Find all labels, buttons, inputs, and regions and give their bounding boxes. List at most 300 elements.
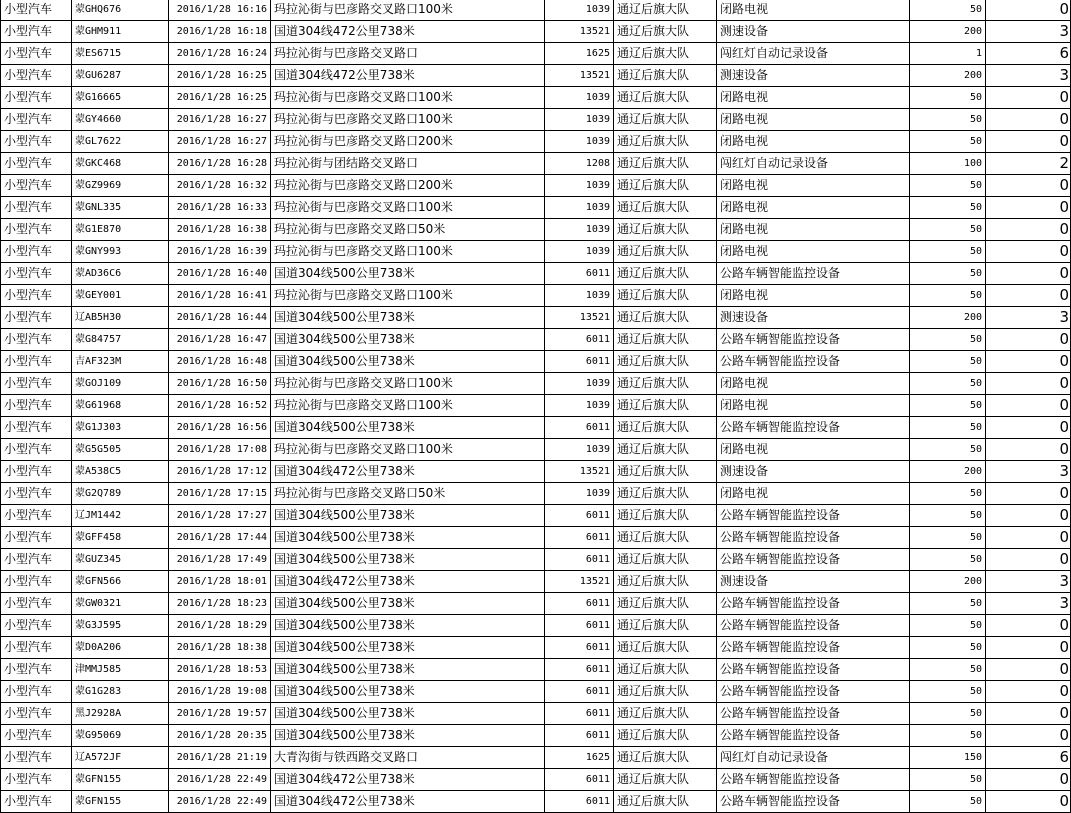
penalty-points-cell[interactable]: 6 — [986, 747, 1071, 769]
vehicle-type-cell[interactable]: 小型汽车 — [1, 417, 72, 439]
violation-code-cell[interactable]: 6011 — [545, 615, 614, 637]
device-cell[interactable]: 闭路电视 — [717, 395, 910, 417]
violation-code-cell[interactable]: 6011 — [545, 703, 614, 725]
location-cell[interactable]: 国道304线500公里738米 — [271, 659, 545, 681]
plate-number-cell[interactable]: 蒙GEY001 — [72, 285, 169, 307]
vehicle-type-cell[interactable]: 小型汽车 — [1, 131, 72, 153]
fine-amount-cell[interactable]: 150 — [910, 747, 986, 769]
table-row[interactable] — [1, 153, 1071, 175]
table-row[interactable] — [1, 483, 1071, 505]
location-cell[interactable]: 国道304线500公里738米 — [271, 417, 545, 439]
penalty-points-cell[interactable]: 0 — [986, 373, 1071, 395]
penalty-points-cell[interactable]: 0 — [986, 527, 1071, 549]
plate-number-cell[interactable]: 蒙G16665 — [72, 87, 169, 109]
vehicle-type-cell[interactable]: 小型汽车 — [1, 527, 72, 549]
plate-number-cell[interactable]: 辽AB5H30 — [72, 307, 169, 329]
violation-code-cell[interactable]: 1039 — [545, 373, 614, 395]
violation-code-cell[interactable]: 1039 — [545, 87, 614, 109]
location-cell[interactable]: 玛拉沁街与巴彦路交叉路口 — [271, 43, 545, 65]
table-row[interactable] — [1, 549, 1071, 571]
table-row[interactable] — [1, 351, 1071, 373]
penalty-points-cell[interactable]: 0 — [986, 769, 1071, 791]
table-row[interactable] — [1, 395, 1071, 417]
location-cell[interactable]: 国道304线472公里738米 — [271, 65, 545, 87]
table-row[interactable] — [1, 791, 1071, 813]
plate-number-cell[interactable]: 蒙G5G505 — [72, 439, 169, 461]
device-cell[interactable]: 测速设备 — [717, 21, 910, 43]
unit-cell[interactable]: 通辽后旗大队 — [614, 0, 717, 21]
violation-time-cell[interactable]: 2016/1/28 19:08 — [169, 681, 271, 703]
unit-cell[interactable]: 通辽后旗大队 — [614, 527, 717, 549]
device-cell[interactable]: 闯红灯自动记录设备 — [717, 153, 910, 175]
table-row[interactable] — [1, 505, 1071, 527]
table-row[interactable] — [1, 329, 1071, 351]
penalty-points-cell[interactable]: 0 — [986, 659, 1071, 681]
vehicle-type-cell[interactable]: 小型汽车 — [1, 791, 72, 813]
penalty-points-cell[interactable]: 0 — [986, 395, 1071, 417]
table-row[interactable] — [1, 285, 1071, 307]
fine-amount-cell[interactable]: 50 — [910, 285, 986, 307]
unit-cell[interactable]: 通辽后旗大队 — [614, 153, 717, 175]
unit-cell[interactable]: 通辽后旗大队 — [614, 681, 717, 703]
fine-amount-cell[interactable]: 50 — [910, 87, 986, 109]
unit-cell[interactable]: 通辽后旗大队 — [614, 659, 717, 681]
penalty-points-cell[interactable]: 0 — [986, 703, 1071, 725]
fine-amount-cell[interactable]: 50 — [910, 769, 986, 791]
violation-time-cell[interactable]: 2016/1/28 16:56 — [169, 417, 271, 439]
device-cell[interactable]: 闭路电视 — [717, 0, 910, 21]
unit-cell[interactable]: 通辽后旗大队 — [614, 197, 717, 219]
violation-time-cell[interactable]: 2016/1/28 17:44 — [169, 527, 271, 549]
unit-cell[interactable]: 通辽后旗大队 — [614, 175, 717, 197]
table-row[interactable] — [1, 307, 1071, 329]
device-cell[interactable]: 公路车辆智能监控设备 — [717, 769, 910, 791]
plate-number-cell[interactable]: 津MMJ585 — [72, 659, 169, 681]
violation-time-cell[interactable]: 2016/1/28 16:25 — [169, 65, 271, 87]
plate-number-cell[interactable]: 蒙G61968 — [72, 395, 169, 417]
violation-code-cell[interactable]: 6011 — [545, 351, 614, 373]
unit-cell[interactable]: 通辽后旗大队 — [614, 483, 717, 505]
location-cell[interactable]: 国道304线472公里738米 — [271, 21, 545, 43]
table-row[interactable] — [1, 21, 1071, 43]
plate-number-cell[interactable]: 蒙GY4660 — [72, 109, 169, 131]
table-row[interactable] — [1, 637, 1071, 659]
penalty-points-cell[interactable]: 0 — [986, 439, 1071, 461]
device-cell[interactable]: 闭路电视 — [717, 109, 910, 131]
vehicle-type-cell[interactable]: 小型汽车 — [1, 197, 72, 219]
table-row[interactable] — [1, 131, 1071, 153]
unit-cell[interactable]: 通辽后旗大队 — [614, 373, 717, 395]
plate-number-cell[interactable]: 蒙A538C5 — [72, 461, 169, 483]
table-row[interactable] — [1, 659, 1071, 681]
device-cell[interactable]: 公路车辆智能监控设备 — [717, 659, 910, 681]
device-cell[interactable]: 闭路电视 — [717, 219, 910, 241]
device-cell[interactable]: 公路车辆智能监控设备 — [717, 263, 910, 285]
fine-amount-cell[interactable]: 50 — [910, 0, 986, 21]
penalty-points-cell[interactable]: 0 — [986, 175, 1071, 197]
location-cell[interactable]: 玛拉沁街与巴彦路交叉路口100米 — [271, 0, 545, 21]
plate-number-cell[interactable]: 蒙GW0321 — [72, 593, 169, 615]
device-cell[interactable]: 公路车辆智能监控设备 — [717, 505, 910, 527]
fine-amount-cell[interactable]: 50 — [910, 439, 986, 461]
violation-code-cell[interactable]: 6011 — [545, 263, 614, 285]
table-row[interactable] — [1, 725, 1071, 747]
vehicle-type-cell[interactable]: 小型汽车 — [1, 703, 72, 725]
location-cell[interactable]: 玛拉沁街与巴彦路交叉路口50米 — [271, 219, 545, 241]
fine-amount-cell[interactable]: 1 — [910, 43, 986, 65]
vehicle-type-cell[interactable]: 小型汽车 — [1, 549, 72, 571]
device-cell[interactable]: 公路车辆智能监控设备 — [717, 637, 910, 659]
plate-number-cell[interactable]: 蒙GHQ676 — [72, 0, 169, 21]
vehicle-type-cell[interactable]: 小型汽车 — [1, 351, 72, 373]
unit-cell[interactable]: 通辽后旗大队 — [614, 307, 717, 329]
location-cell[interactable]: 国道304线500公里738米 — [271, 615, 545, 637]
plate-number-cell[interactable]: 蒙G2Q789 — [72, 483, 169, 505]
plate-number-cell[interactable]: 蒙GFN155 — [72, 791, 169, 813]
penalty-points-cell[interactable]: 3 — [986, 307, 1071, 329]
unit-cell[interactable]: 通辽后旗大队 — [614, 549, 717, 571]
vehicle-type-cell[interactable]: 小型汽车 — [1, 615, 72, 637]
penalty-points-cell[interactable]: 3 — [986, 21, 1071, 43]
table-row[interactable] — [1, 417, 1071, 439]
fine-amount-cell[interactable]: 200 — [910, 461, 986, 483]
violation-code-cell[interactable]: 13521 — [545, 65, 614, 87]
penalty-points-cell[interactable]: 0 — [986, 109, 1071, 131]
vehicle-type-cell[interactable]: 小型汽车 — [1, 109, 72, 131]
penalty-points-cell[interactable]: 0 — [986, 131, 1071, 153]
plate-number-cell[interactable]: 蒙D0A206 — [72, 637, 169, 659]
device-cell[interactable]: 测速设备 — [717, 307, 910, 329]
vehicle-type-cell[interactable]: 小型汽车 — [1, 87, 72, 109]
fine-amount-cell[interactable]: 50 — [910, 637, 986, 659]
device-cell[interactable]: 闭路电视 — [717, 373, 910, 395]
device-cell[interactable]: 公路车辆智能监控设备 — [717, 329, 910, 351]
violation-time-cell[interactable]: 2016/1/28 16:27 — [169, 109, 271, 131]
penalty-points-cell[interactable]: 0 — [986, 263, 1071, 285]
location-cell[interactable]: 国道304线500公里738米 — [271, 351, 545, 373]
fine-amount-cell[interactable]: 50 — [910, 219, 986, 241]
penalty-points-cell[interactable]: 0 — [986, 637, 1071, 659]
violation-code-cell[interactable]: 1039 — [545, 483, 614, 505]
violation-time-cell[interactable]: 2016/1/28 16:24 — [169, 43, 271, 65]
vehicle-type-cell[interactable]: 小型汽车 — [1, 461, 72, 483]
table-row[interactable] — [1, 0, 1071, 21]
vehicle-type-cell[interactable]: 小型汽车 — [1, 219, 72, 241]
violation-code-cell[interactable]: 1039 — [545, 439, 614, 461]
penalty-points-cell[interactable]: 3 — [986, 65, 1071, 87]
table-row[interactable] — [1, 43, 1071, 65]
fine-amount-cell[interactable]: 50 — [910, 197, 986, 219]
location-cell[interactable]: 国道304线500公里738米 — [271, 681, 545, 703]
violation-time-cell[interactable]: 2016/1/28 20:35 — [169, 725, 271, 747]
violation-code-cell[interactable]: 6011 — [545, 725, 614, 747]
fine-amount-cell[interactable]: 50 — [910, 791, 986, 813]
vehicle-type-cell[interactable]: 小型汽车 — [1, 747, 72, 769]
violation-code-cell[interactable]: 1039 — [545, 0, 614, 21]
location-cell[interactable]: 玛拉沁街与巴彦路交叉路口100米 — [271, 109, 545, 131]
penalty-points-cell[interactable]: 0 — [986, 285, 1071, 307]
violation-time-cell[interactable]: 2016/1/28 17:49 — [169, 549, 271, 571]
violation-time-cell[interactable]: 2016/1/28 21:19 — [169, 747, 271, 769]
vehicle-type-cell[interactable]: 小型汽车 — [1, 505, 72, 527]
violation-time-cell[interactable]: 2016/1/28 22:49 — [169, 769, 271, 791]
device-cell[interactable]: 闯红灯自动记录设备 — [717, 43, 910, 65]
violation-time-cell[interactable]: 2016/1/28 18:38 — [169, 637, 271, 659]
table-row[interactable] — [1, 615, 1071, 637]
unit-cell[interactable]: 通辽后旗大队 — [614, 109, 717, 131]
fine-amount-cell[interactable]: 50 — [910, 593, 986, 615]
device-cell[interactable]: 闭路电视 — [717, 131, 910, 153]
violation-time-cell[interactable]: 2016/1/28 18:53 — [169, 659, 271, 681]
location-cell[interactable]: 国道304线472公里738米 — [271, 461, 545, 483]
device-cell[interactable]: 闭路电视 — [717, 241, 910, 263]
violation-time-cell[interactable]: 2016/1/28 16:27 — [169, 131, 271, 153]
violation-code-cell[interactable]: 1039 — [545, 197, 614, 219]
plate-number-cell[interactable]: 蒙GU6287 — [72, 65, 169, 87]
violation-code-cell[interactable]: 6011 — [545, 549, 614, 571]
vehicle-type-cell[interactable]: 小型汽车 — [1, 395, 72, 417]
device-cell[interactable]: 公路车辆智能监控设备 — [717, 549, 910, 571]
plate-number-cell[interactable]: 黑J2928A — [72, 703, 169, 725]
location-cell[interactable]: 国道304线500公里738米 — [271, 527, 545, 549]
location-cell[interactable]: 玛拉沁街与巴彦路交叉路口100米 — [271, 285, 545, 307]
table-row[interactable] — [1, 263, 1071, 285]
violation-code-cell[interactable]: 1039 — [545, 131, 614, 153]
violation-code-cell[interactable]: 1208 — [545, 153, 614, 175]
unit-cell[interactable]: 通辽后旗大队 — [614, 263, 717, 285]
table-row[interactable] — [1, 109, 1071, 131]
unit-cell[interactable]: 通辽后旗大队 — [614, 571, 717, 593]
fine-amount-cell[interactable]: 50 — [910, 131, 986, 153]
plate-number-cell[interactable]: 蒙GFF458 — [72, 527, 169, 549]
violation-code-cell[interactable]: 1039 — [545, 219, 614, 241]
violation-code-cell[interactable]: 1039 — [545, 109, 614, 131]
violation-time-cell[interactable]: 2016/1/28 18:29 — [169, 615, 271, 637]
device-cell[interactable]: 闭路电视 — [717, 197, 910, 219]
vehicle-type-cell[interactable]: 小型汽车 — [1, 21, 72, 43]
device-cell[interactable]: 公路车辆智能监控设备 — [717, 417, 910, 439]
device-cell[interactable]: 公路车辆智能监控设备 — [717, 681, 910, 703]
violation-time-cell[interactable]: 2016/1/28 16:32 — [169, 175, 271, 197]
location-cell[interactable]: 国道304线500公里738米 — [271, 637, 545, 659]
location-cell[interactable]: 玛拉沁街与团结路交叉路口 — [271, 153, 545, 175]
unit-cell[interactable]: 通辽后旗大队 — [614, 395, 717, 417]
violation-code-cell[interactable]: 6011 — [545, 769, 614, 791]
violation-code-cell[interactable]: 6011 — [545, 791, 614, 813]
violation-code-cell[interactable]: 1039 — [545, 175, 614, 197]
fine-amount-cell[interactable]: 50 — [910, 483, 986, 505]
penalty-points-cell[interactable]: 3 — [986, 593, 1071, 615]
plate-number-cell[interactable]: 蒙G84757 — [72, 329, 169, 351]
penalty-points-cell[interactable]: 0 — [986, 549, 1071, 571]
table-row[interactable] — [1, 593, 1071, 615]
device-cell[interactable]: 公路车辆智能监控设备 — [717, 791, 910, 813]
violation-time-cell[interactable]: 2016/1/28 16:18 — [169, 21, 271, 43]
table-row[interactable] — [1, 439, 1071, 461]
table-row[interactable] — [1, 197, 1071, 219]
plate-number-cell[interactable]: 辽A572JF — [72, 747, 169, 769]
device-cell[interactable]: 测速设备 — [717, 571, 910, 593]
fine-amount-cell[interactable]: 50 — [910, 681, 986, 703]
violation-time-cell[interactable]: 2016/1/28 16:52 — [169, 395, 271, 417]
unit-cell[interactable]: 通辽后旗大队 — [614, 417, 717, 439]
location-cell[interactable]: 玛拉沁街与巴彦路交叉路口100米 — [271, 395, 545, 417]
device-cell[interactable]: 闭路电视 — [717, 439, 910, 461]
plate-number-cell[interactable]: 蒙GUZ345 — [72, 549, 169, 571]
violation-code-cell[interactable]: 13521 — [545, 461, 614, 483]
location-cell[interactable]: 国道304线472公里738米 — [271, 571, 545, 593]
violation-time-cell[interactable]: 2016/1/28 16:28 — [169, 153, 271, 175]
violation-time-cell[interactable]: 2016/1/28 16:48 — [169, 351, 271, 373]
location-cell[interactable]: 国道304线472公里738米 — [271, 791, 545, 813]
plate-number-cell[interactable]: 蒙GNL335 — [72, 197, 169, 219]
location-cell[interactable]: 国道304线500公里738米 — [271, 703, 545, 725]
vehicle-type-cell[interactable]: 小型汽车 — [1, 725, 72, 747]
violation-time-cell[interactable]: 2016/1/28 16:33 — [169, 197, 271, 219]
table-row[interactable] — [1, 241, 1071, 263]
location-cell[interactable]: 玛拉沁街与巴彦路交叉路口200米 — [271, 175, 545, 197]
unit-cell[interactable]: 通辽后旗大队 — [614, 351, 717, 373]
violation-time-cell[interactable]: 2016/1/28 16:50 — [169, 373, 271, 395]
vehicle-type-cell[interactable]: 小型汽车 — [1, 263, 72, 285]
violation-time-cell[interactable]: 2016/1/28 16:38 — [169, 219, 271, 241]
vehicle-type-cell[interactable]: 小型汽车 — [1, 329, 72, 351]
table-row[interactable] — [1, 219, 1071, 241]
violation-time-cell[interactable]: 2016/1/28 16:47 — [169, 329, 271, 351]
unit-cell[interactable]: 通辽后旗大队 — [614, 285, 717, 307]
unit-cell[interactable]: 通辽后旗大队 — [614, 461, 717, 483]
penalty-points-cell[interactable]: 6 — [986, 43, 1071, 65]
violation-time-cell[interactable]: 2016/1/28 18:23 — [169, 593, 271, 615]
device-cell[interactable]: 公路车辆智能监控设备 — [717, 527, 910, 549]
penalty-points-cell[interactable]: 3 — [986, 461, 1071, 483]
device-cell[interactable]: 闭路电视 — [717, 483, 910, 505]
penalty-points-cell[interactable]: 0 — [986, 791, 1071, 813]
penalty-points-cell[interactable]: 0 — [986, 241, 1071, 263]
device-cell[interactable]: 闭路电视 — [717, 285, 910, 307]
device-cell[interactable]: 公路车辆智能监控设备 — [717, 725, 910, 747]
plate-number-cell[interactable]: 蒙GZ9969 — [72, 175, 169, 197]
table-row[interactable] — [1, 175, 1071, 197]
vehicle-type-cell[interactable]: 小型汽车 — [1, 769, 72, 791]
vehicle-type-cell[interactable]: 小型汽车 — [1, 65, 72, 87]
fine-amount-cell[interactable]: 50 — [910, 329, 986, 351]
plate-number-cell[interactable]: 蒙GHM911 — [72, 21, 169, 43]
unit-cell[interactable]: 通辽后旗大队 — [614, 87, 717, 109]
fine-amount-cell[interactable]: 200 — [910, 65, 986, 87]
device-cell[interactable]: 公路车辆智能监控设备 — [717, 615, 910, 637]
unit-cell[interactable]: 通辽后旗大队 — [614, 241, 717, 263]
penalty-points-cell[interactable]: 0 — [986, 615, 1071, 637]
vehicle-type-cell[interactable]: 小型汽车 — [1, 153, 72, 175]
location-cell[interactable]: 国道304线500公里738米 — [271, 307, 545, 329]
vehicle-type-cell[interactable]: 小型汽车 — [1, 483, 72, 505]
device-cell[interactable]: 闯红灯自动记录设备 — [717, 747, 910, 769]
fine-amount-cell[interactable]: 50 — [910, 109, 986, 131]
unit-cell[interactable]: 通辽后旗大队 — [614, 703, 717, 725]
fine-amount-cell[interactable]: 50 — [910, 241, 986, 263]
violation-code-cell[interactable]: 1625 — [545, 747, 614, 769]
unit-cell[interactable]: 通辽后旗大队 — [614, 131, 717, 153]
violation-code-cell[interactable]: 6011 — [545, 681, 614, 703]
penalty-points-cell[interactable]: 0 — [986, 417, 1071, 439]
plate-number-cell[interactable]: 蒙GL7622 — [72, 131, 169, 153]
unit-cell[interactable]: 通辽后旗大队 — [614, 21, 717, 43]
device-cell[interactable]: 公路车辆智能监控设备 — [717, 593, 910, 615]
violation-code-cell[interactable]: 6011 — [545, 417, 614, 439]
plate-number-cell[interactable]: 蒙G3J595 — [72, 615, 169, 637]
violation-code-cell[interactable]: 1039 — [545, 241, 614, 263]
vehicle-type-cell[interactable]: 小型汽车 — [1, 659, 72, 681]
violation-time-cell[interactable]: 2016/1/28 16:25 — [169, 87, 271, 109]
violation-code-cell[interactable]: 6011 — [545, 637, 614, 659]
penalty-points-cell[interactable]: 2 — [986, 153, 1071, 175]
violation-code-cell[interactable]: 13521 — [545, 307, 614, 329]
violation-code-cell[interactable]: 13521 — [545, 571, 614, 593]
violation-time-cell[interactable]: 2016/1/28 16:41 — [169, 285, 271, 307]
penalty-points-cell[interactable]: 0 — [986, 483, 1071, 505]
plate-number-cell[interactable]: 辽JM1442 — [72, 505, 169, 527]
table-row[interactable] — [1, 769, 1071, 791]
plate-number-cell[interactable]: 蒙AD36C6 — [72, 263, 169, 285]
plate-number-cell[interactable]: 蒙GFN155 — [72, 769, 169, 791]
penalty-points-cell[interactable]: 0 — [986, 197, 1071, 219]
violation-code-cell[interactable]: 6011 — [545, 659, 614, 681]
violation-code-cell[interactable]: 6011 — [545, 505, 614, 527]
fine-amount-cell[interactable]: 50 — [910, 395, 986, 417]
table-row[interactable] — [1, 461, 1071, 483]
table-row[interactable] — [1, 703, 1071, 725]
violation-code-cell[interactable]: 6011 — [545, 527, 614, 549]
table-row[interactable] — [1, 747, 1071, 769]
unit-cell[interactable]: 通辽后旗大队 — [614, 615, 717, 637]
plate-number-cell[interactable]: 蒙GFN566 — [72, 571, 169, 593]
fine-amount-cell[interactable]: 200 — [910, 21, 986, 43]
fine-amount-cell[interactable]: 50 — [910, 615, 986, 637]
violation-time-cell[interactable]: 2016/1/28 17:15 — [169, 483, 271, 505]
location-cell[interactable]: 国道304线500公里738米 — [271, 725, 545, 747]
plate-number-cell[interactable]: 蒙G1E870 — [72, 219, 169, 241]
unit-cell[interactable]: 通辽后旗大队 — [614, 593, 717, 615]
unit-cell[interactable]: 通辽后旗大队 — [614, 329, 717, 351]
location-cell[interactable]: 国道304线500公里738米 — [271, 263, 545, 285]
vehicle-type-cell[interactable]: 小型汽车 — [1, 307, 72, 329]
fine-amount-cell[interactable]: 50 — [910, 725, 986, 747]
violation-time-cell[interactable]: 2016/1/28 17:12 — [169, 461, 271, 483]
device-cell[interactable]: 公路车辆智能监控设备 — [717, 703, 910, 725]
penalty-points-cell[interactable]: 0 — [986, 329, 1071, 351]
fine-amount-cell[interactable]: 200 — [910, 571, 986, 593]
violation-time-cell[interactable]: 2016/1/28 16:16 — [169, 0, 271, 21]
unit-cell[interactable]: 通辽后旗大队 — [614, 725, 717, 747]
violation-time-cell[interactable]: 2016/1/28 16:39 — [169, 241, 271, 263]
penalty-points-cell[interactable]: 0 — [986, 681, 1071, 703]
plate-number-cell[interactable]: 吉AF323M — [72, 351, 169, 373]
penalty-points-cell[interactable]: 0 — [986, 725, 1071, 747]
location-cell[interactable]: 大青沟街与铁西路交叉路口 — [271, 747, 545, 769]
violation-time-cell[interactable]: 2016/1/28 17:08 — [169, 439, 271, 461]
table-row[interactable] — [1, 65, 1071, 87]
location-cell[interactable]: 玛拉沁街与巴彦路交叉路口100米 — [271, 439, 545, 461]
penalty-points-cell[interactable]: 0 — [986, 87, 1071, 109]
unit-cell[interactable]: 通辽后旗大队 — [614, 439, 717, 461]
violation-time-cell[interactable]: 2016/1/28 18:01 — [169, 571, 271, 593]
plate-number-cell[interactable]: 蒙ES6715 — [72, 43, 169, 65]
table-row[interactable] — [1, 527, 1071, 549]
fine-amount-cell[interactable]: 100 — [910, 153, 986, 175]
fine-amount-cell[interactable]: 50 — [910, 351, 986, 373]
penalty-points-cell[interactable]: 0 — [986, 0, 1071, 21]
